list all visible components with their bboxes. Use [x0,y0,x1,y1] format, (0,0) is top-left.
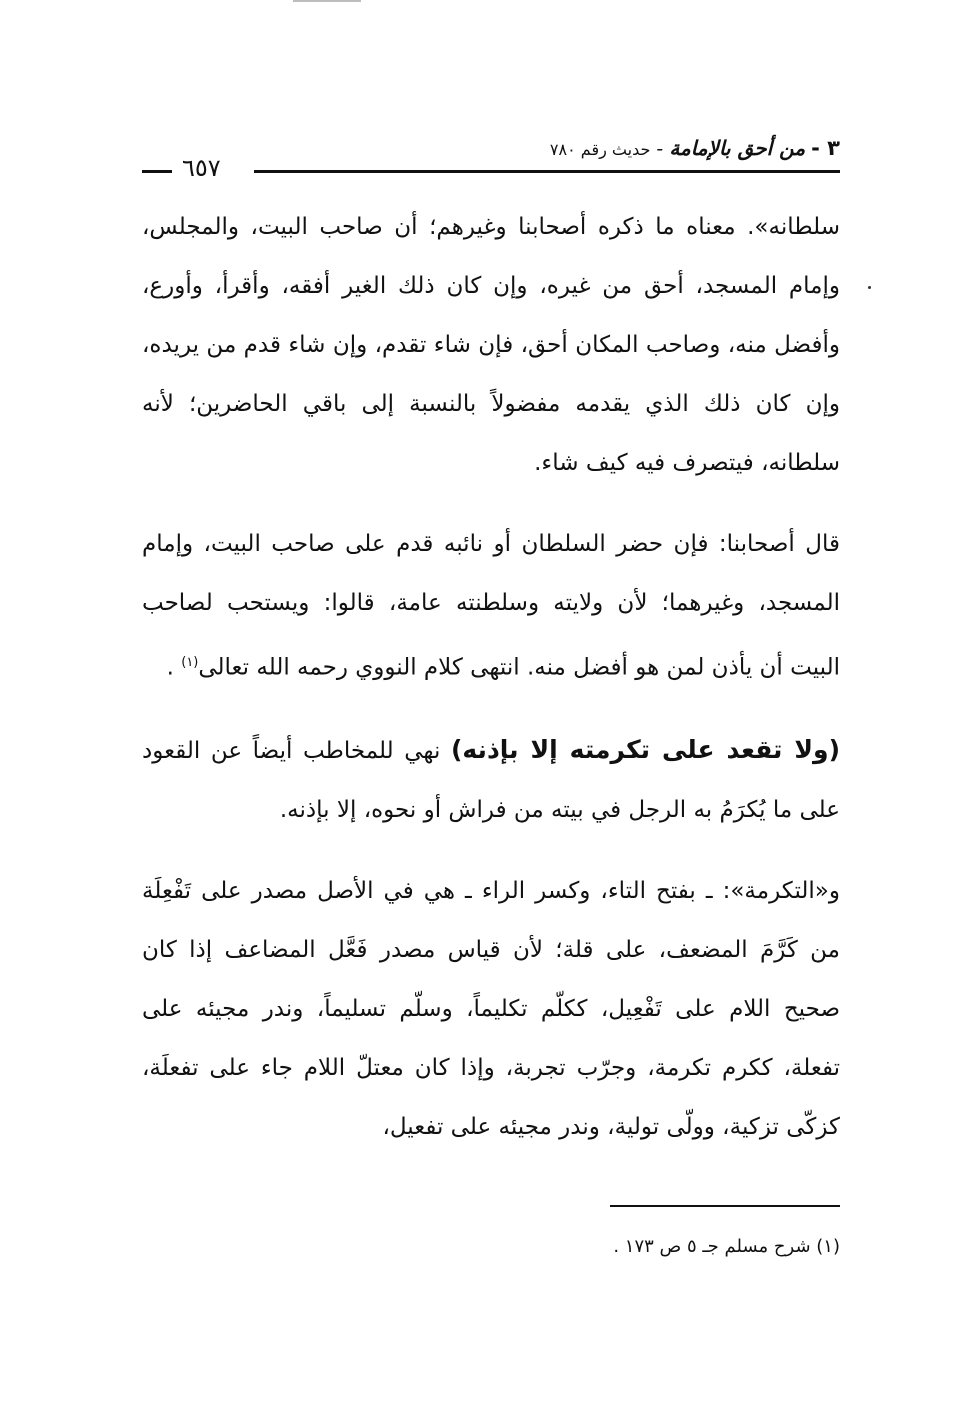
paragraph-3-text: نهي للمخاطب أيضاً عن القعود على ما يُكرَمُ به الرجل في بيته من فراش أو نحوه، إلا بإذنه. [142,737,840,823]
paragraph-2 [142,515,840,698]
footnote-separator [610,1205,840,1207]
paragraph-4-text: و«التكرمة»: ـ بفتح التاء، وكسر الراء ـ هي في الأصل مصدر على تَفْعِلَة من كَرَّمَ المضعف، على قلة؛ لأن قياس مصدر فَعَّل المضاعف إذا كان صحيح اللام على تَفْعِيل، ككلّم تكليماً، وسلّم تسليماً، وندر مجيئه على تفعلة، ككرم تكرمة، وجرّب تجربة، وإذا كان معتلّ اللام جاء على تفعلَة، كزكّى تزكية، وولّى تولية، وندر مجيئه على تفعيل، [142,877,840,1140]
paragraph-4 [142,862,840,1157]
body-text [142,198,840,1179]
page-header [142,130,840,180]
hadith-reference: حديث رقم ٧٨٠ [549,140,651,159]
page-number: ٦٥٧ [182,154,221,182]
footnote [280,1236,840,1257]
top-edge-mark [293,0,361,2]
hadith-quote: (ولا تقعد على تكرمته إلا بإذنه) [450,734,840,764]
running-title [550,136,840,160]
paragraph-1-text: سلطانه». معناه ما ذكره أصحابنا وغيرهم؛ أن صاحب البيت، والمجلس، وإمام المسجد، أحق من غيره، وإن كان ذلك الغير أفقه، وأقرأ، وأورع، وأفضل منه، وصاحب المكان أحق، فإن شاء تقدم، وإن شاء قدم من يريده، وإن كان ذلك الذي يقدمه مفضولاً بالنسبة إلى باقي الحاضرين؛ لأنه سلطانه، فيتصرف فيه كيف شاء. [142,214,840,476]
title-separator: - [656,138,664,160]
chapter-title: من أحق بالإمامة [669,136,806,160]
chapter-number: ٣ - [811,136,840,160]
paragraph-2-text: قال أصحابنا: فإن حضر السلطان أو نائبه قدم على صاحب البيت، وإمام المسجد، وغيرهما؛ لأن ولايته وسلطنته عامة، قالوا: ويستحب لصاحب البيت أن يأذن لمن هو أفضل منه. انتهى كلام النووي رحمه الله تعالى [142,531,840,681]
footnote-text: شرح مسلم جـ ٥ ص ١٧٣ . [613,1236,811,1257]
header-rule-short [142,170,172,173]
footnote-reference: (١) [181,655,199,670]
paragraph-1 [142,198,840,493]
paragraph-2-end: . [166,654,174,681]
header-rule [254,170,840,173]
margin-dot [868,286,871,289]
paragraph-3 [142,720,840,840]
footnote-marker: (١) [816,1236,840,1257]
